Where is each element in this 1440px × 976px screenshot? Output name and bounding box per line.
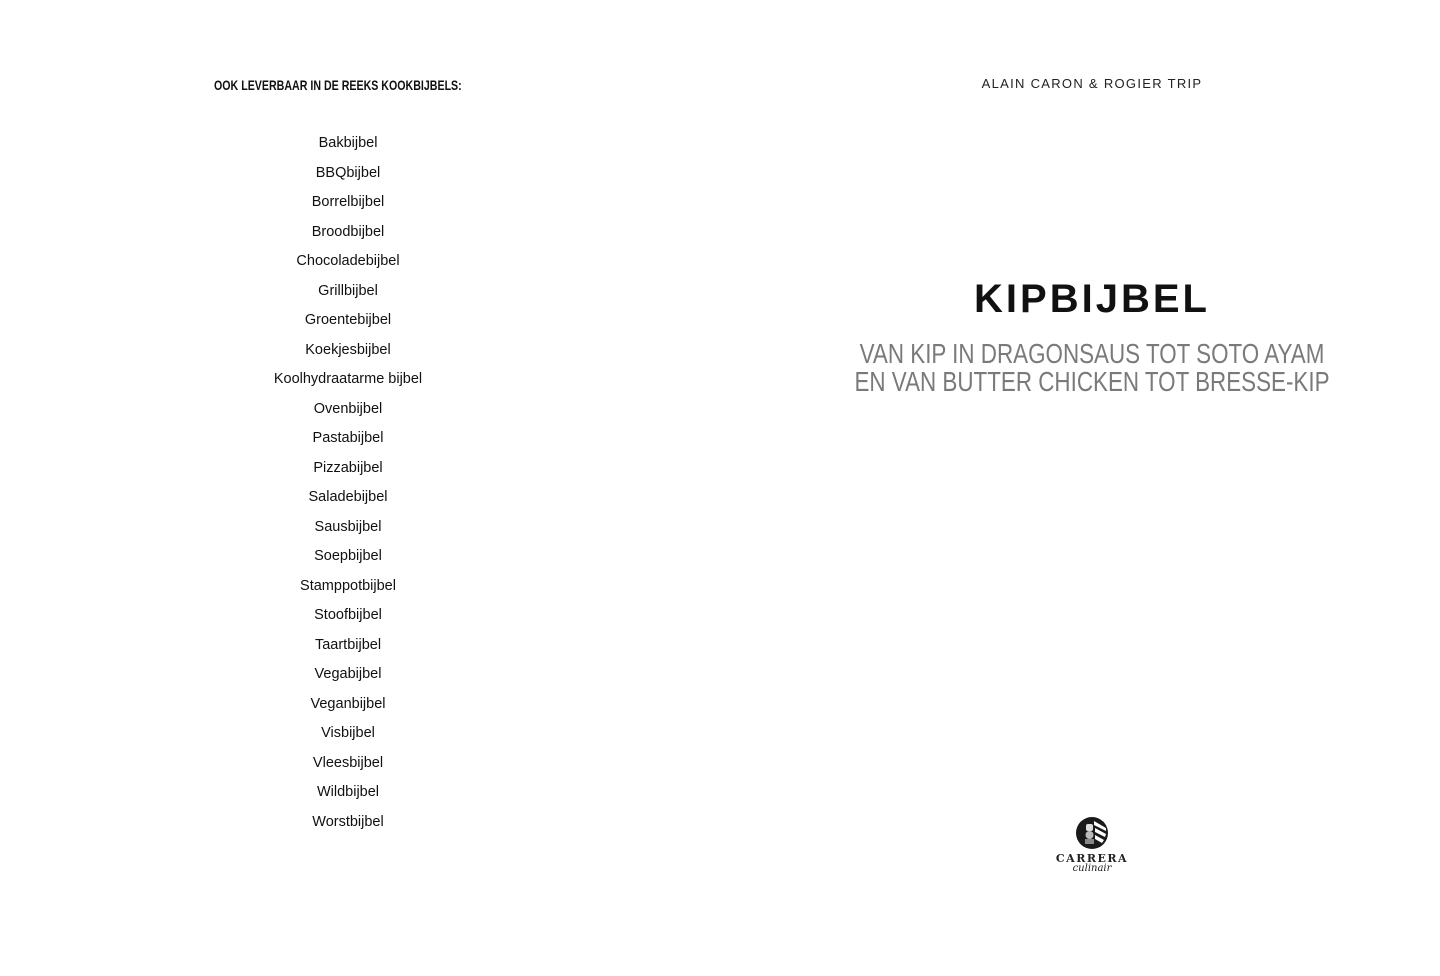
book-list-item: Bakbijbel bbox=[318, 135, 378, 151]
book-list-item: Saladebijbel bbox=[308, 489, 388, 505]
book-subtitle bbox=[720, 340, 1440, 396]
series-heading: OOK LEVERBAAR IN DE REEKS KOOKBIJBELS: bbox=[214, 77, 462, 93]
book-list-item: Soepbijbel bbox=[314, 548, 382, 564]
book-list-item: Visbijbel bbox=[321, 725, 375, 741]
book-list-item: Wildbijbel bbox=[316, 784, 380, 800]
book-list-item: Vegabijbel bbox=[314, 666, 382, 682]
book-list-item: Chocoladebijbel bbox=[296, 253, 400, 269]
book-list-item: Vleesbijbel bbox=[312, 754, 384, 771]
book-list-item: Broodbijbel bbox=[311, 223, 385, 240]
book-list-item: Stoofbijbel bbox=[314, 607, 382, 623]
publisher-logo bbox=[1050, 816, 1134, 874]
book-list-item: Koekjesbijbel bbox=[305, 341, 391, 358]
subtitle-line-2: EN VAN BUTTER CHICKEN TOT BRESSE-KIP bbox=[854, 366, 1330, 397]
subtitle-line-1: VAN KIP IN DRAGONSAUS TOT SOTO AYAM bbox=[859, 338, 1325, 369]
book-list-item: Stamppotbijbel bbox=[300, 577, 396, 594]
book-list-item: Sausbijbel bbox=[314, 518, 382, 535]
book-list-item: BBQbijbel bbox=[315, 164, 381, 181]
book-list-item: Koolhydraatarme bijbel bbox=[273, 371, 423, 387]
book-title: KIPBIJBEL bbox=[974, 277, 1210, 321]
book-list-item: Borrelbijbel bbox=[311, 194, 385, 210]
book-list-item: Taartbijbel bbox=[314, 636, 382, 653]
book-list-item: Veganbijbel bbox=[310, 695, 386, 712]
book-list bbox=[198, 133, 498, 841]
chef-emblem-icon bbox=[1075, 816, 1109, 850]
book-list-item: Pastabijbel bbox=[312, 430, 384, 446]
book-list-item: Worstbijbel bbox=[312, 813, 384, 830]
book-list-item: Pizzabijbel bbox=[313, 459, 383, 476]
publisher-imprint: culinair bbox=[1072, 863, 1112, 874]
right-page bbox=[720, 0, 1440, 976]
book-list-item: Groentebijbel bbox=[304, 312, 392, 328]
publisher-name: CARRERA bbox=[1055, 852, 1129, 865]
book-list-item: Ovenbijbel bbox=[313, 400, 383, 417]
book-list-item: Grillbijbel bbox=[318, 282, 378, 299]
authors: ALAIN CARON & ROGIER TRIP bbox=[981, 76, 1203, 91]
